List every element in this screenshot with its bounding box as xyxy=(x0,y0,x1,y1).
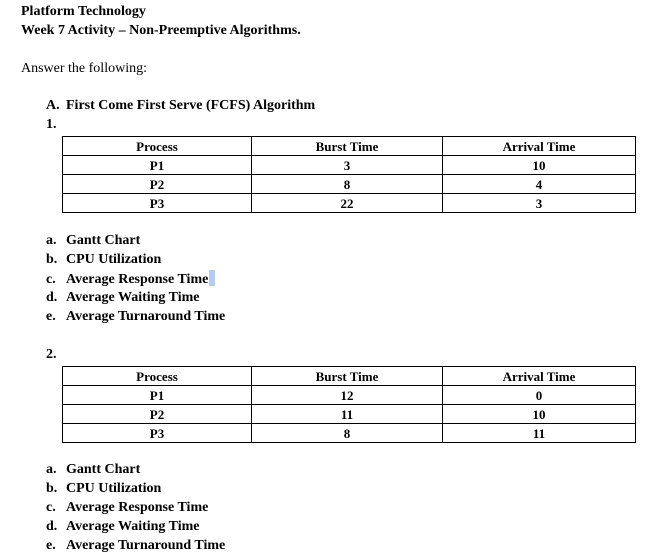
course-title: Platform Technology xyxy=(21,4,146,19)
table-row xyxy=(63,386,636,405)
activity-title: Week 7 Activity – Non-Preemptive Algorithms. xyxy=(21,23,301,38)
question-item xyxy=(46,461,140,479)
table-header-cell: Burst Time xyxy=(252,367,443,386)
table-header-row xyxy=(63,367,636,386)
instructions: Answer the following: xyxy=(21,61,147,76)
section-title: First Come First Serve (FCFS) Algorithm xyxy=(66,98,316,113)
question-text: CPU Utilization xyxy=(66,481,162,496)
problem-1-number: 1. xyxy=(46,117,57,132)
table-cell: 11 xyxy=(443,424,636,443)
question-text: Average Waiting Time xyxy=(66,519,200,534)
question-text: Average Turnaround Time xyxy=(66,538,226,553)
question-item xyxy=(46,480,161,498)
question-item xyxy=(46,251,161,269)
table-cell: P2 xyxy=(63,405,252,424)
question-marker: a. xyxy=(46,233,57,248)
question-marker: a. xyxy=(46,462,57,477)
table-row xyxy=(63,175,636,194)
table-header-row xyxy=(63,137,636,156)
question-item xyxy=(46,232,140,250)
table-header-cell: Burst Time xyxy=(252,137,443,156)
question-text: Gantt Chart xyxy=(66,462,141,477)
section-marker: A. xyxy=(46,98,60,113)
table-header-cell: Process xyxy=(63,367,252,386)
table-cell: 3 xyxy=(443,194,636,213)
question-text: Average Response Time xyxy=(66,272,209,287)
question-marker: e. xyxy=(46,309,56,324)
question-marker: c. xyxy=(46,500,56,515)
table-cell: 10 xyxy=(443,156,636,175)
problem-2-table xyxy=(62,366,636,443)
question-item xyxy=(46,270,215,289)
table-cell: 4 xyxy=(443,175,636,194)
question-marker: e. xyxy=(46,538,56,553)
question-marker: d. xyxy=(46,519,58,534)
question-marker: c. xyxy=(46,272,56,287)
table-cell: 8 xyxy=(252,424,443,443)
table-header-cell: Arrival Time xyxy=(443,367,636,386)
table-row xyxy=(63,194,636,213)
question-marker: b. xyxy=(46,252,58,267)
table-cell: 22 xyxy=(252,194,443,213)
question-marker: d. xyxy=(46,290,58,305)
table-header-cell: Arrival Time xyxy=(443,137,636,156)
text-cursor xyxy=(209,270,215,286)
question-marker: b. xyxy=(46,481,58,496)
table-cell: P1 xyxy=(63,386,252,405)
table-cell: P2 xyxy=(63,175,252,194)
question-item xyxy=(46,308,225,326)
table-row xyxy=(63,405,636,424)
table-cell: P1 xyxy=(63,156,252,175)
problem-2-number: 2. xyxy=(46,347,57,362)
table-cell: P3 xyxy=(63,424,252,443)
question-item xyxy=(46,499,208,517)
table-cell: 0 xyxy=(443,386,636,405)
table-cell: 11 xyxy=(252,405,443,424)
question-item xyxy=(46,518,200,536)
problem-1-table xyxy=(62,136,636,213)
question-text: Average Waiting Time xyxy=(66,290,200,305)
table-cell: P3 xyxy=(63,194,252,213)
section-heading xyxy=(46,97,315,115)
table-cell: 3 xyxy=(252,156,443,175)
table-row xyxy=(63,156,636,175)
question-item xyxy=(46,289,200,307)
table-header-cell: Process xyxy=(63,137,252,156)
question-item xyxy=(46,537,225,555)
table-cell: 8 xyxy=(252,175,443,194)
question-text: Gantt Chart xyxy=(66,233,141,248)
table-row xyxy=(63,424,636,443)
question-text: CPU Utilization xyxy=(66,252,162,267)
table-cell: 10 xyxy=(443,405,636,424)
table-cell: 12 xyxy=(252,386,443,405)
question-text: Average Turnaround Time xyxy=(66,309,226,324)
question-text: Average Response Time xyxy=(66,500,209,515)
